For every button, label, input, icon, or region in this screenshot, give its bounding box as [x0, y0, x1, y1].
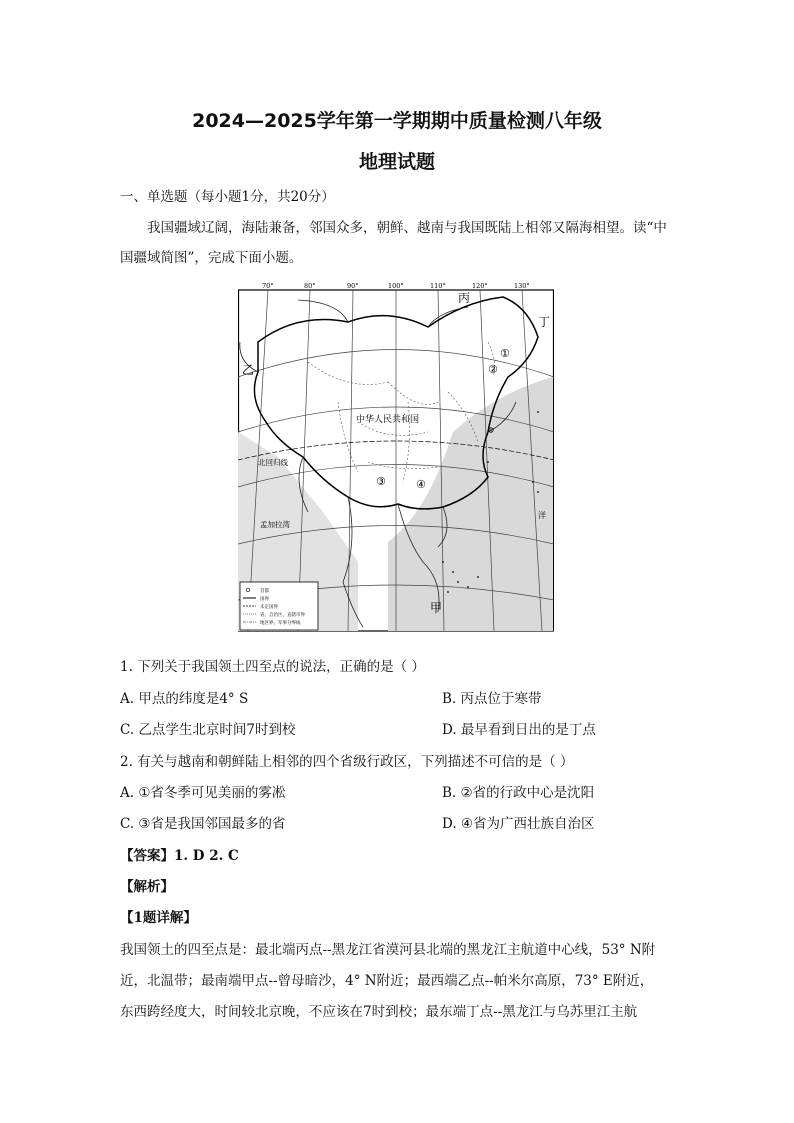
lon-label: 120° [472, 282, 488, 290]
answer-line: 【答案】1. D 2. C [120, 848, 239, 864]
point-jia: 甲 [430, 601, 443, 615]
page-title: 2024—2025学年第一学期期中质量检测八年级 [192, 110, 602, 132]
section-heading: 一、单选题（每小题1分，共20分） [120, 189, 335, 205]
point-yi: 乙 [242, 363, 255, 377]
circle-1: ① [500, 347, 510, 360]
china-territory-map [238, 282, 554, 632]
lon-label: 100° [388, 282, 404, 290]
lon-label: 80° [304, 282, 316, 290]
lon-label: 130° [514, 282, 530, 290]
circle-3: ③ [376, 475, 386, 488]
legend-item: 未定国界 [260, 605, 278, 610]
legend-item: 国界 [260, 597, 269, 602]
detail-line-2: 近，北温带；最南端甲点--曾母暗沙，4° N附近；最西端乙点--帕米尔高原，73° E附近， [120, 973, 654, 989]
intro-line-1: 我国疆域辽阔，海陆兼备，邻国众多，朝鲜、越南与我国既陆上相邻又隔海相望。读“中 [147, 220, 667, 236]
q1-option-b: B. 丙点位于寒带 [442, 691, 542, 707]
ocean-label: 洋 [538, 511, 546, 520]
detail-line-1: 我国领土的四至点是：最北端丙点--黑龙江省漠河县北端的黑龙江主航道中心线，53° N附 [120, 942, 656, 958]
analysis-heading: 【解析】 [120, 879, 174, 895]
legend-item: 省、自治区、直辖市界 [260, 613, 305, 618]
q1-option-c: C. 乙点学生北京时间7时到校 [120, 722, 296, 738]
q2-option-a: A. ①省冬季可见美丽的雾凇 [120, 785, 286, 801]
lon-label: 110° [430, 282, 446, 290]
legend-item: 地区界、军事分界线 [260, 621, 301, 626]
page-subtitle: 地理试题 [358, 151, 435, 173]
q1-option-d: D. 最早看到日出的是丁点 [442, 722, 596, 738]
country-label: 中华人民共和国 [356, 415, 420, 425]
point-ding: 丁 [538, 315, 551, 329]
bay-label: 孟加拉湾 [260, 520, 290, 529]
legend-item: 首都 [260, 589, 269, 594]
lon-label: 70° [262, 282, 274, 290]
circle-2: ② [488, 363, 498, 376]
q2-option-b: B. ②省的行政中心是沈阳 [442, 785, 595, 801]
lon-label: 90° [347, 282, 359, 290]
circle-4: ④ [416, 478, 426, 491]
point-bing: 丙 [458, 291, 471, 305]
map-legend [240, 582, 318, 630]
question-2-stem: 2. 有关与越南和朝鲜陆上相邻的四个省级行政区，下列描述不可信的是（ ） [120, 754, 574, 770]
question-1-stem: 1. 下列关于我国领土四至点的说法，正确的是（ ） [120, 659, 425, 675]
q2-option-d: D. ④省为广西壮族自治区 [442, 816, 595, 832]
intro-line-2: 国疆域简图”，完成下面小题。 [120, 250, 303, 266]
tropic-label: 北回归线 [258, 458, 288, 467]
detail-heading: 【1题详解】 [120, 910, 197, 926]
q1-option-a: A. 甲点的纬度是4° S [120, 691, 249, 707]
detail-line-3: 东西跨经度大，时间较北京晚，不应该在7时到校；最东端丁点--黑龙江与乌苏里江主航 [120, 1004, 638, 1020]
q2-option-c: C. ③省是我国邻国最多的省 [120, 816, 286, 832]
